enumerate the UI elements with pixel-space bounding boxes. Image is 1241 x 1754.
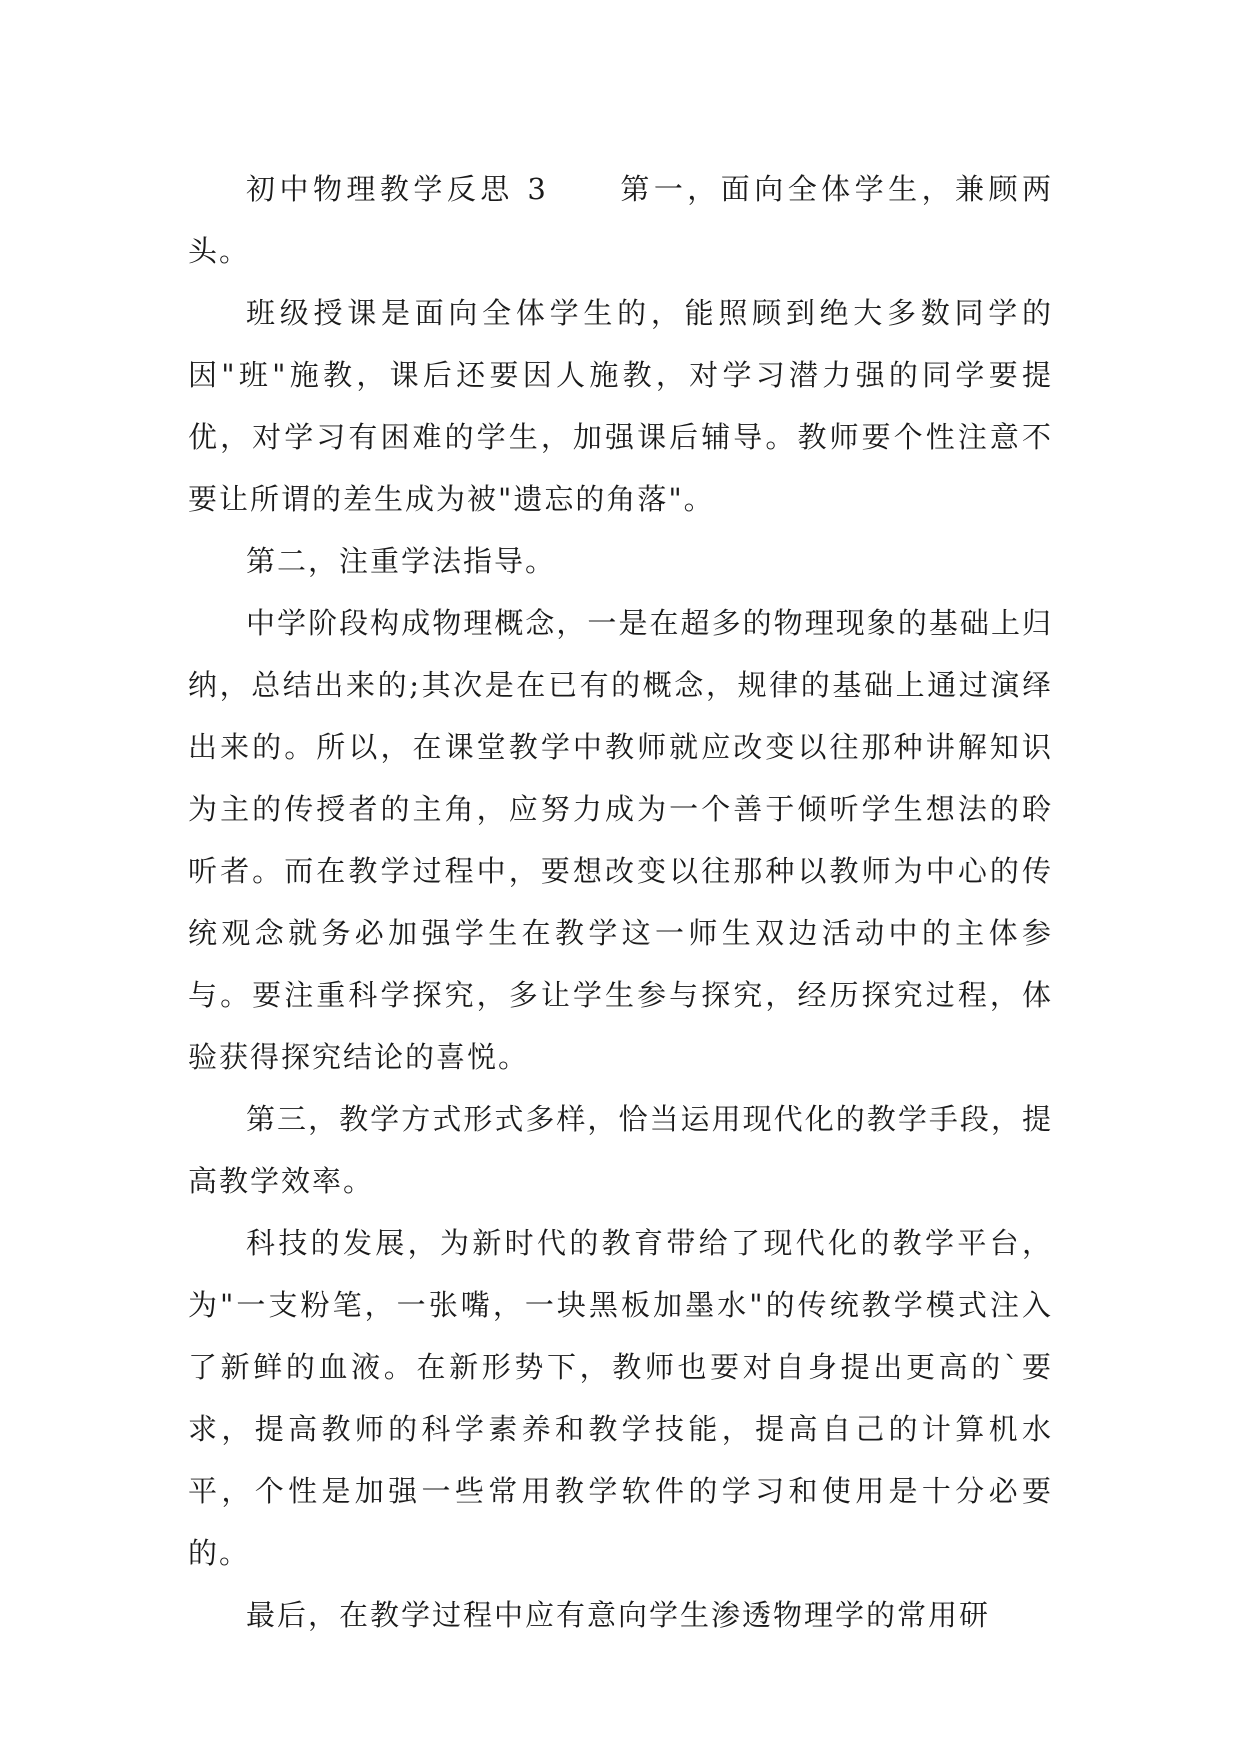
first-paragraph [188,158,1053,282]
paragraph: 中学阶段构成物理概念，一是在超多的物理现象的基础上归纳，总结出来的;其次是在已有的概念，规律的基础上通过演绎出来的。所以，在课堂教学中教师就应改变以往那种讲解知识为主的传授者的主角，应努力成为一个善于倾听学生想法的聆听者。而在教学过程中，要想改变以往那种以教师为中心的传统观念就务必加强学生在教学这一师生双边活动中的主体参与。要注重科学探究，多让学生参与探究，经历探究过程，体验获得探究结论的喜悦。 [188,606,1053,1074]
paragraph-text: 第一，面向全体学生，兼顾两头。 [188,172,1053,268]
paragraph: 第二，注重学法指导。 [246,544,557,578]
paragraph: 最后，在教学过程中应有意向学生渗透物理学的常用研 [246,1598,991,1632]
document-heading: 初中物理教学反思 3 [246,172,548,206]
paragraph: 科技的发展，为新时代的教育带给了现代化的教学平台，为"一支粉笔，一张嘴，一块黑板加墨水"的传统教学模式注入了新鲜的血液。在新形势下，教师也要对自身提出更高的`要求，提高教师的科学素养和教学技能，提高自己的计算机水平，个性是加强一些常用教学软件的学习和使用是十分必要的。 [188,1226,1053,1570]
paragraph: 第三，教学方式形式多样，恰当运用现代化的教学手段，提高教学效率。 [188,1102,1053,1198]
paragraph: 班级授课是面向全体学生的，能照顾到绝大多数同学的因"班"施教，课后还要因人施教，对学习潜力强的同学要提优，对学习有困难的学生，加强课后辅导。教师要个性注意不要让所谓的差生成为被"遗忘的角落"。 [188,296,1053,516]
document-body [188,158,1053,1646]
